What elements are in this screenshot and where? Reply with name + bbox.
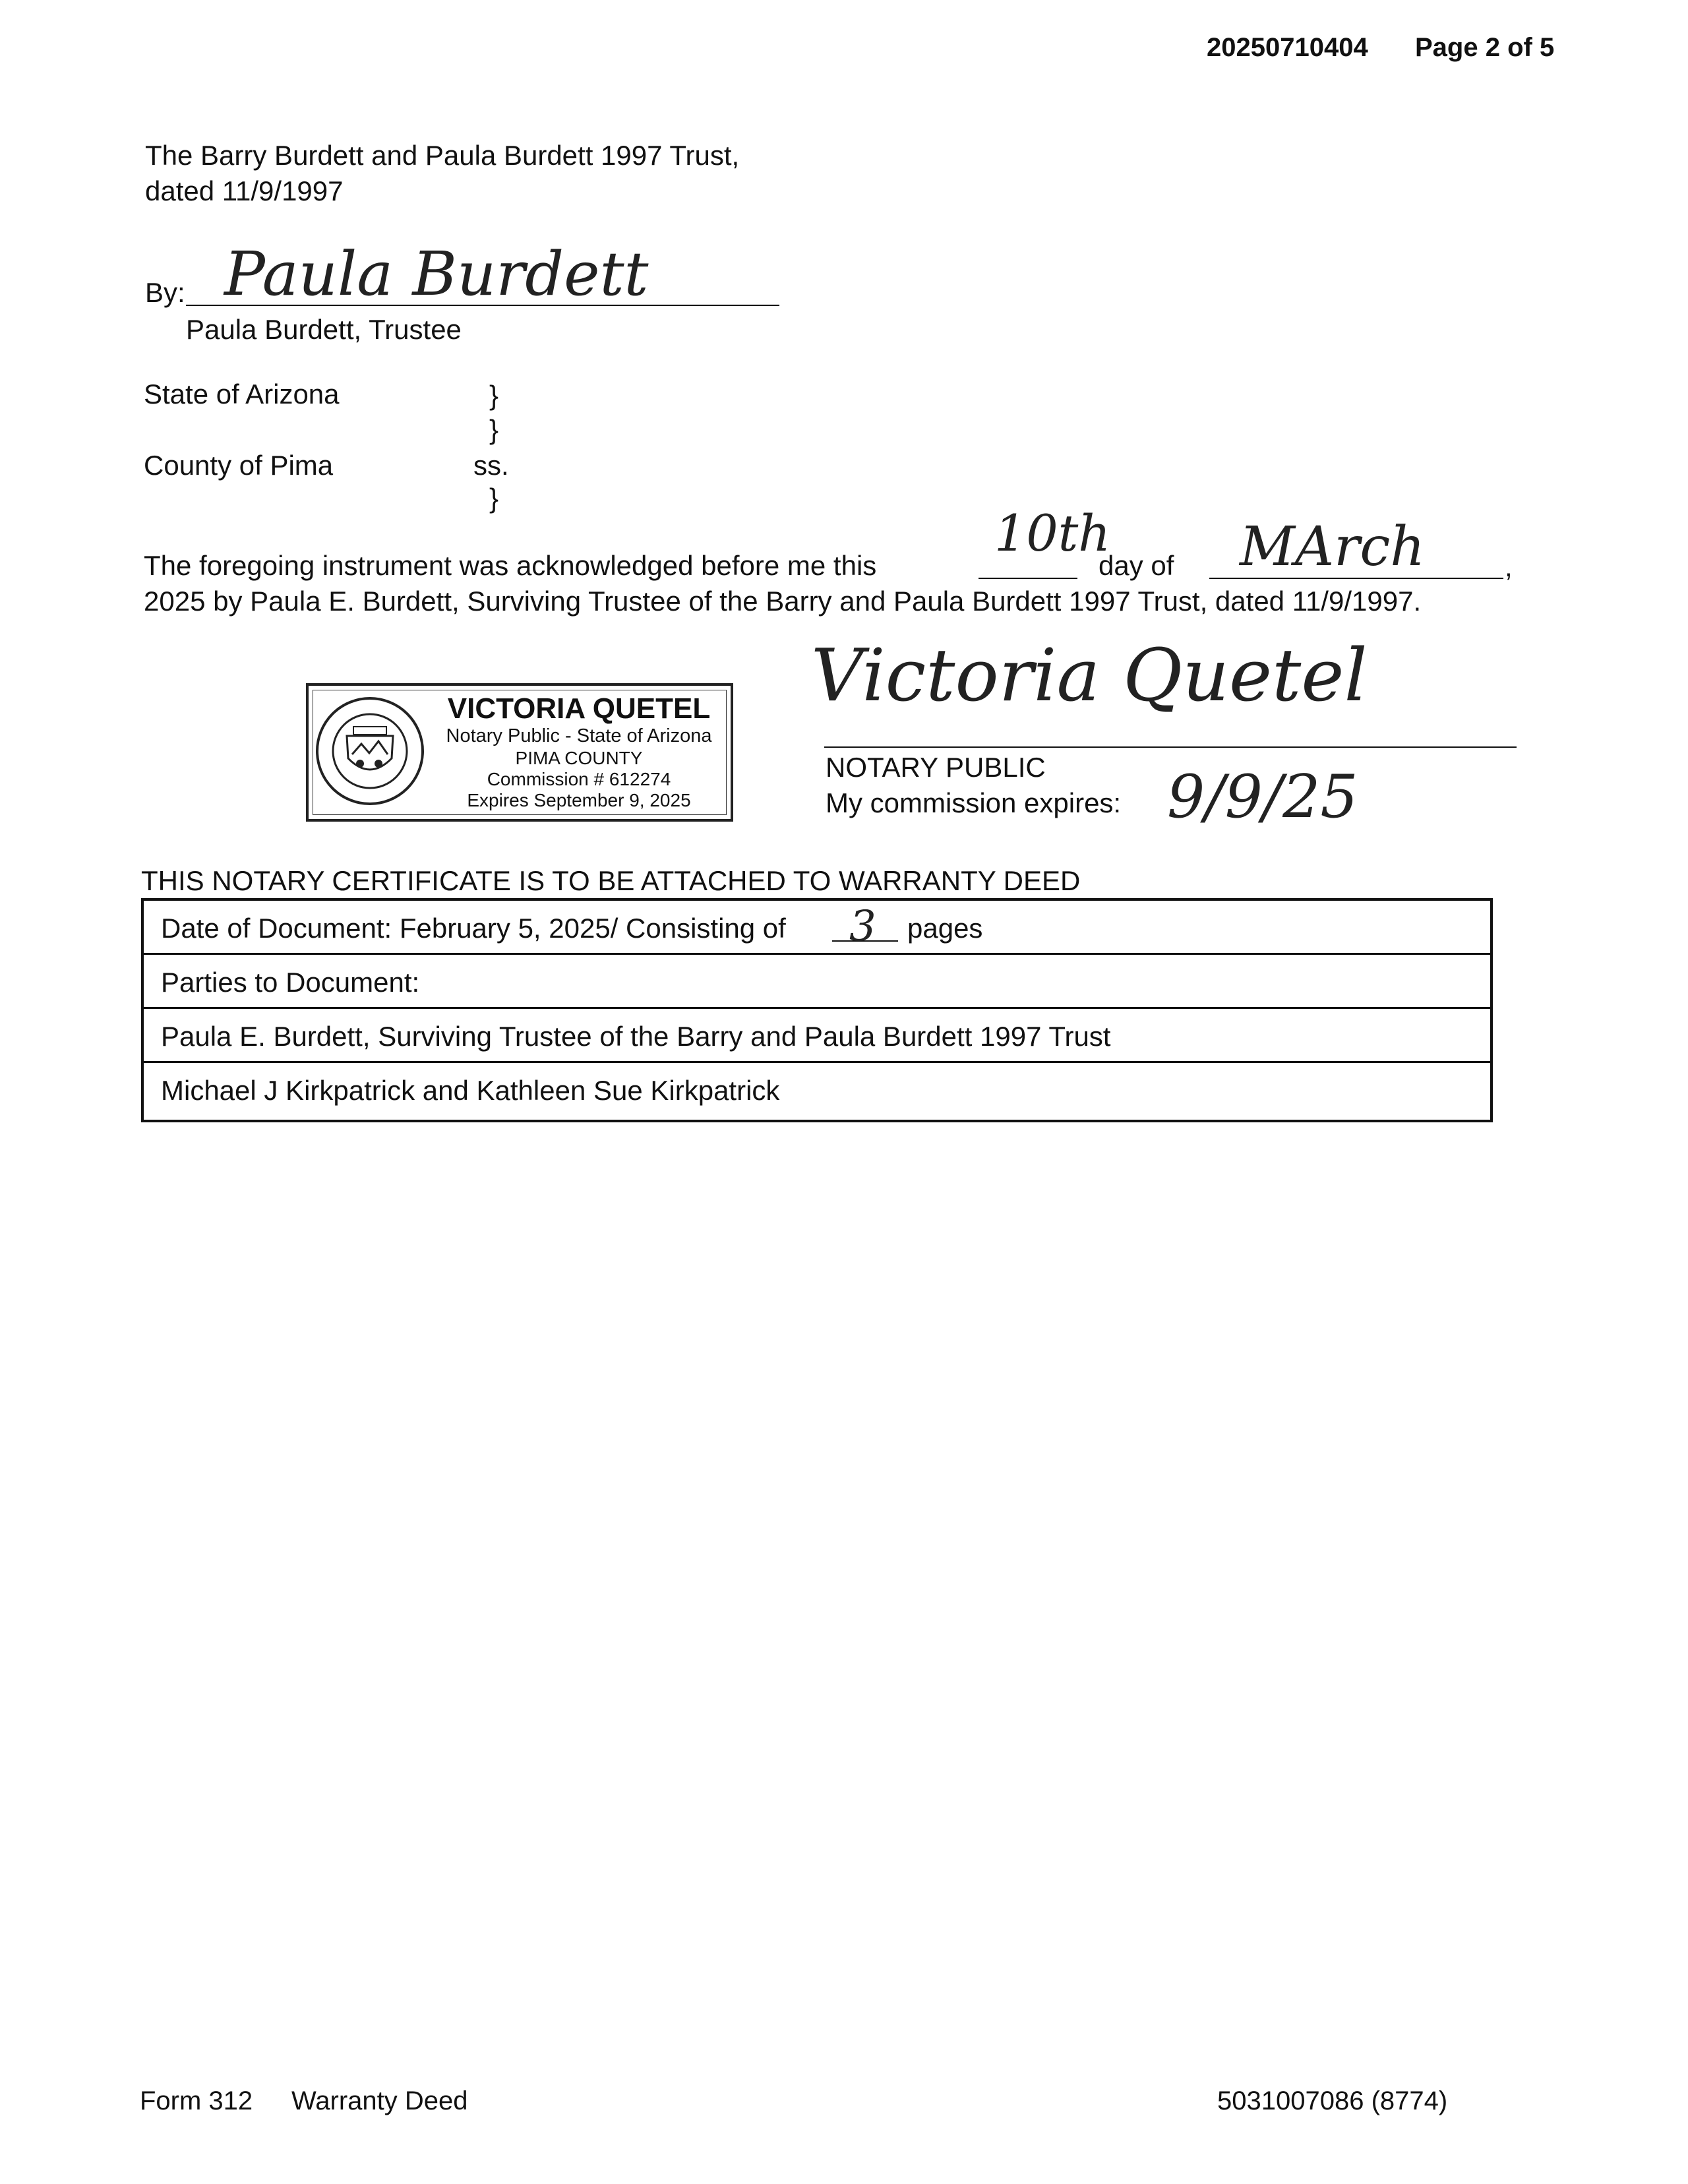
pages-label: pages [907, 913, 983, 944]
footer-reference: 5031007086 (8774) [1217, 2086, 1448, 2115]
document-number: 20250710404 [1207, 33, 1368, 62]
page-number: Page 2 of 5 [1415, 33, 1555, 62]
venue-brace-1: } [489, 380, 499, 411]
notary-commission-state: Notary Public - State of Arizona [446, 725, 712, 746]
notary-title: NOTARY PUBLIC [826, 752, 1046, 783]
day-handwritten: 10th [994, 504, 1111, 562]
notary-signature-line [824, 746, 1517, 748]
signer-name: Paula Burdett, Trustee [186, 314, 462, 345]
day-blank [979, 578, 1077, 579]
commission-expires-label: My commission expires: [826, 787, 1122, 818]
acknowledgment-line1-a: The foregoing instrument was acknowledged before me this [144, 550, 877, 581]
acknowledgment-line2: 2025 by Paula E. Burdett, Surviving Trustee of the Barry and Paula Burdett 1997 Trust, dated 11/9/1997. [144, 586, 1422, 617]
parties-label: Parties to Document: [161, 967, 420, 998]
acknowledgment-comma: , [1505, 551, 1513, 582]
footer-form-title: Warranty Deed [291, 2086, 468, 2115]
notary-signature: Victoria Quetel [811, 633, 1368, 717]
state-label: State of Arizona [144, 379, 340, 410]
commission-expires-handwritten: 9/9/25 [1167, 762, 1358, 832]
acknowledgment-line1-b: day of [1099, 550, 1174, 581]
date-of-document: Date of Document: February 5, 2025/ Consisting of [161, 913, 786, 944]
certificate-heading: THIS NOTARY CERTIFICATE IS TO BE ATTACHED TO WARRANTY DEED [141, 865, 1081, 896]
party-grantor: Paula E. Burdett, Surviving Trustee of the Barry and Paula Burdett 1997 Trust [161, 1021, 1111, 1052]
county-label: County of Pima [144, 450, 334, 481]
by-label: By: [145, 277, 185, 308]
trustee-signature: Paula Burdett [224, 239, 649, 309]
arizona-seal-icon [314, 695, 426, 807]
venue-brace-3: } [489, 483, 499, 514]
table-row [144, 1009, 1490, 1063]
notary-county: PIMA COUNTY [515, 748, 643, 768]
trust-name-line2: dated 11/9/1997 [145, 175, 344, 206]
notary-commission-expiry: Expires September 9, 2025 [467, 790, 691, 810]
table-row [144, 1063, 1490, 1117]
footer-form-number: Form 312 [140, 2086, 253, 2115]
pages-handwritten: 3 [849, 902, 876, 951]
month-handwritten: MArch [1240, 516, 1426, 578]
venue-ss: ss. [473, 450, 509, 481]
table-row [144, 955, 1490, 1009]
notary-commission-number: Commission # 612274 [487, 769, 671, 789]
party-grantee: Michael J Kirkpatrick and Kathleen Sue Kirkpatrick [161, 1075, 780, 1106]
notary-name: VICTORIA QUETEL [447, 692, 711, 725]
notary-stamp [306, 683, 733, 822]
venue-brace-2: } [489, 414, 499, 445]
certificate-table [141, 898, 1493, 1122]
table-row [144, 901, 1490, 955]
trust-name-line1: The Barry Burdett and Paula Burdett 1997 Trust, [145, 140, 740, 171]
